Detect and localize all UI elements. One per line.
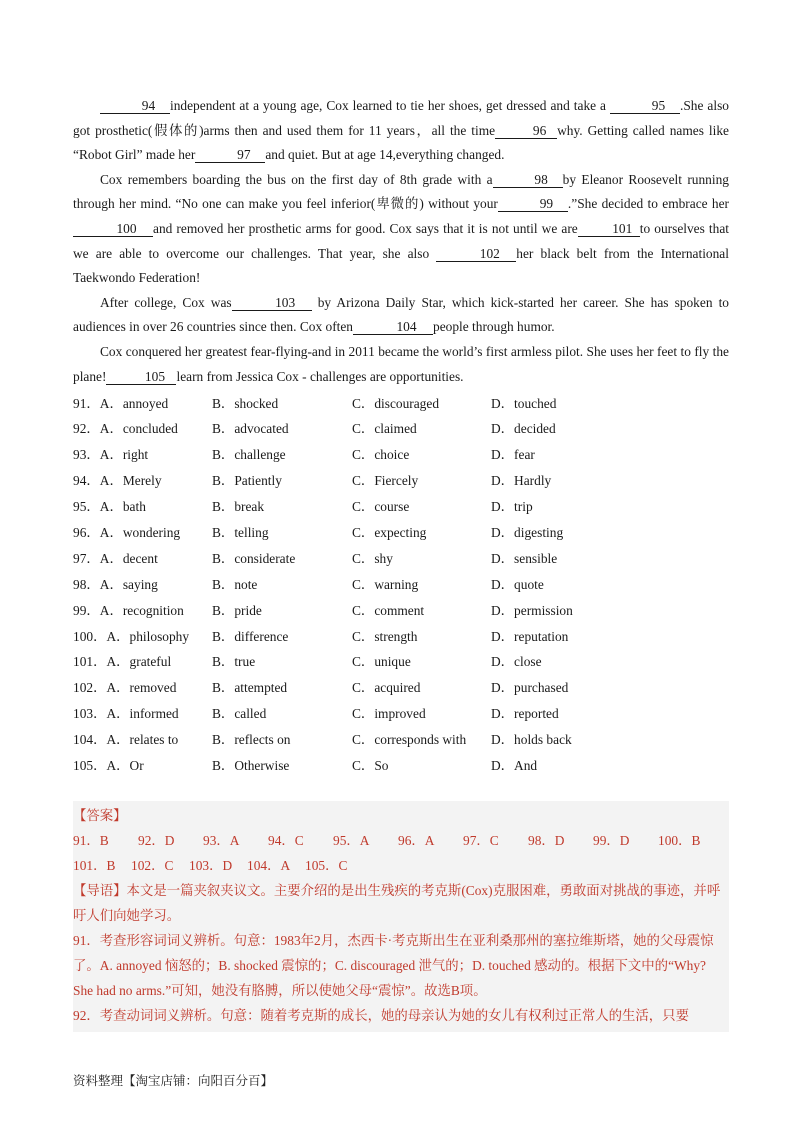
option-list xyxy=(73,389,729,777)
blank-101[interactable]: 101 xyxy=(578,221,640,237)
option-row-97: 97．A．decent B．considerate C．shy D．sensible xyxy=(73,550,558,566)
explanation-91: 91．考查形容词词义辨析。句意：1983年2月，杰西卡·考克斯出生在亚利桑那州的塞拉维斯塔，她的父母震惊了。A. annoyed 恼怒的；B. shocked 震惊的；C. discouraged 泄气的；D. touched 感动的。根据下文中的“Why? She had no arms.”可知，她没有胳膊，所以使她父母“震惊”。故选B项。 xyxy=(73,933,714,998)
blank-94[interactable]: 94 xyxy=(100,98,170,114)
guide-text: 【导语】本文是一篇夹叙夹议文。主要介绍的是出生残疾的考克斯(Cox)克服困难，勇敢面对挑战的事迹，并呼吁人们向她学习。 xyxy=(73,883,721,923)
option-row-105: 105．A．Or B．Otherwise C．So D．And xyxy=(73,758,538,774)
option-row-100: 100．A．philosophy B．difference C．strength D．reputation xyxy=(73,628,569,644)
option-row-101: 101．A．grateful B．true C．unique D．close xyxy=(73,654,542,670)
option-row-91: 91．A．annoyed B．shocked C．discouraged D．touched xyxy=(73,395,557,411)
blank-104[interactable]: 104 xyxy=(353,319,433,335)
option-row-102: 102．A．removed B．attempted C．acquired D．purchased xyxy=(73,680,569,696)
footer-source: 资料整理【淘宝店铺：向阳百分百】 xyxy=(73,1073,274,1088)
blank-103[interactable]: 103 xyxy=(232,295,312,311)
answer-section xyxy=(73,801,729,1032)
blank-97[interactable]: 97 xyxy=(195,147,265,163)
blank-102[interactable]: 102 xyxy=(436,246,516,262)
answer-heading: 【答案】 xyxy=(73,808,127,823)
option-row-93: 93．A．right B．challenge C．choice D．fear xyxy=(73,447,535,463)
option-row-92: 92．A．concluded B．advocated C．claimed D．decided xyxy=(73,421,556,437)
option-row-103: 103．A．informed B．called C．improved D．reported xyxy=(73,706,559,722)
answer-key-row-1: 91．B 92．D 93．A 94．C 95．A 96．A 97．C 98．D 99．D 100．B xyxy=(73,833,701,848)
passage xyxy=(73,94,729,777)
blank-100[interactable]: 100 xyxy=(73,221,153,237)
blank-98[interactable]: 98 xyxy=(493,172,563,188)
blank-96[interactable]: 96 xyxy=(495,123,557,139)
blank-105[interactable]: 105 xyxy=(106,369,176,385)
option-row-104: 104．A．relates to B．reflects on C．corresponds with D．holds back xyxy=(73,732,572,748)
option-row-95: 95．A．bath B．break C．course D．trip xyxy=(73,499,533,515)
option-row-98: 98．A．saying B．note C．warning D．quote xyxy=(73,576,544,592)
option-row-99: 99．A．recognition B．pride C．comment D．permission xyxy=(73,602,573,618)
answer-key-row-2: 101．B 102．C 103．D 104．A 105．C xyxy=(73,858,348,873)
paragraph-4: Cox conquered her greatest fear-flying-and in 2011 became the world’s first armless pilot. She uses her feet to fly the plane! 105 learn from Jessica Cox - challenges are opportunities. xyxy=(73,343,729,384)
paragraph-2: Cox remembers boarding the bus on the first day of 8th grade with a 98 by Eleanor Roosevelt running through her mind. “No one can make you feel inferior(卑微的) without your 99 .”She decided to embrace her100 and removed her prosthetic arms for good. Cox says that it is not until we are 101 to ourselves that we are able to overcome our challenges. That year, she also 102 her black belt from the International Taekwondo Federation! xyxy=(73,171,730,286)
explanation-92: 92．考查动词词义辨析。句意：随着考克斯的成长，她的母亲认为她的女儿有权利过正常人的生活，只要 xyxy=(73,1008,689,1023)
option-row-96: 96．A．wondering B．telling C．expecting D．digesting xyxy=(73,525,564,541)
paragraph-3: After college, Cox was 103 by Arizona Daily Star, which kick-started her career. She has spoken to audiences in over 26 countries since then. Cox often 104 people through humor. xyxy=(73,294,729,335)
paragraph-1: 94 independent at a young age, Cox learned to tie her shoes, get dressed and take a 95 .She also got prosthetic(假体的)arms then and used them for 11 years，all the time 96 why. Getting called names like “Robot Girl” made her 97 and quiet. But at age 14,everything changed. xyxy=(73,98,729,163)
option-row-94: 94．A．Merely B．Patiently C．Fiercely D．Hardly xyxy=(73,473,552,489)
blank-99[interactable]: 99 xyxy=(498,196,568,212)
blank-95[interactable]: 95 xyxy=(610,98,680,114)
